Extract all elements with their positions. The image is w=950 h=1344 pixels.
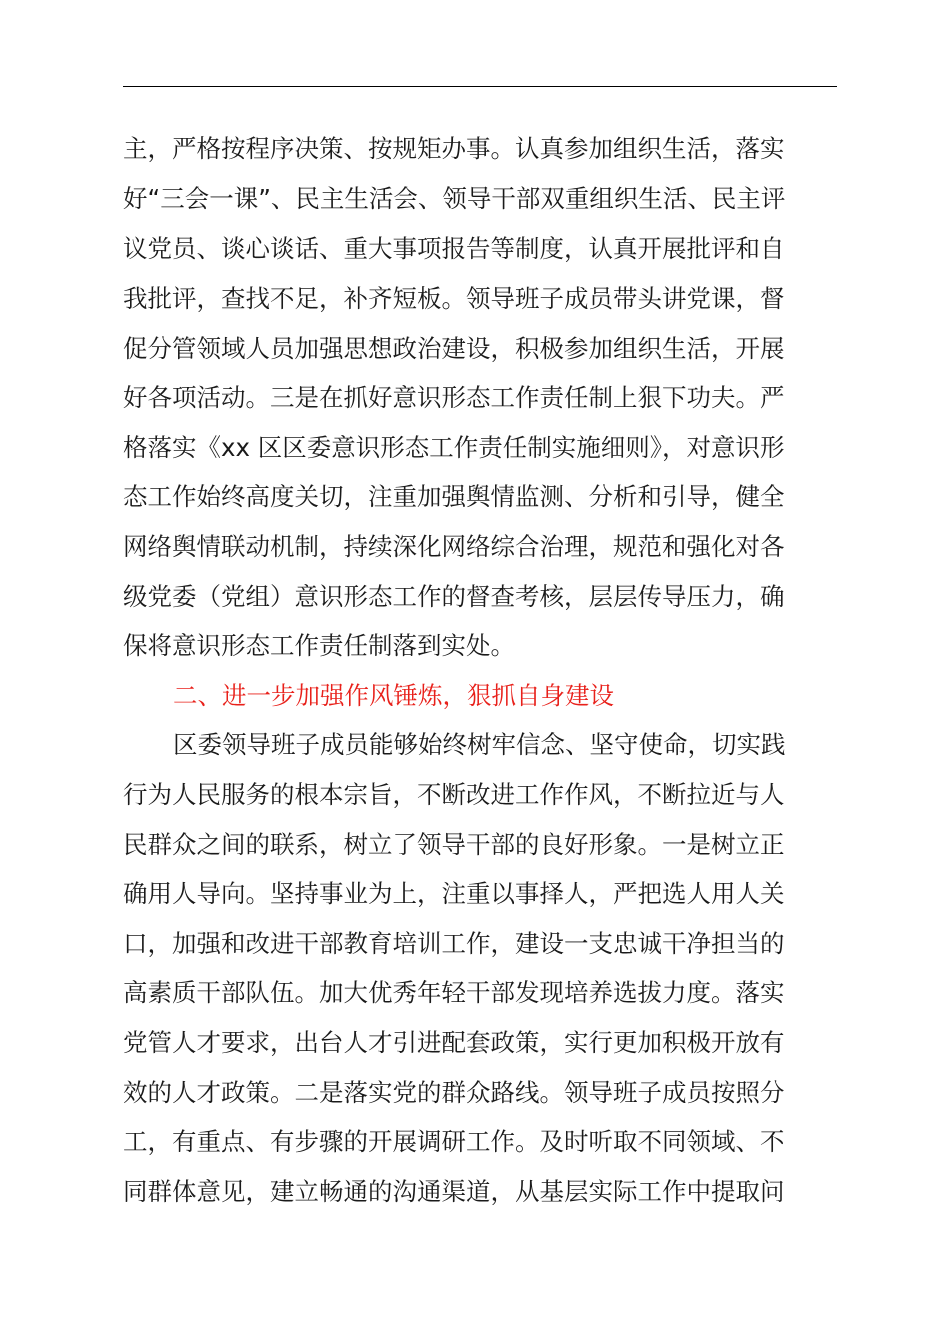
text-line: 好“三会一课”、民主生活会、领导干部双重组织生活、民主评 bbox=[123, 184, 786, 213]
text-line: 级党委（党组）意识形态工作的督查考核，层层传导压力，确 bbox=[123, 582, 785, 611]
text-line: 好各项活动。三是在抓好意识形态工作责任制上狠下功夫。严 bbox=[123, 383, 785, 412]
text-line: 党管人才要求，出台人才引进配套政策，实行更加积极开放有 bbox=[123, 1028, 785, 1057]
text-line: 保将意识形态工作责任制落到实处。 bbox=[123, 631, 515, 660]
text-line: 确用人导向。坚持事业为上，注重以事择人，严把选人用人关 bbox=[123, 879, 785, 908]
text-line: 口，加强和改进干部教育培训工作，建设一支忠诚干净担当的 bbox=[123, 929, 785, 958]
header-rule bbox=[123, 86, 837, 87]
text-line: 行为人民服务的根本宗旨，不断改进工作作风，不断拉近与人 bbox=[123, 780, 785, 809]
text-line: 议党员、谈心谈话、重大事项报告等制度，认真开展批评和自 bbox=[123, 234, 785, 263]
text-line: 同群体意见，建立畅通的沟通渠道，从基层实际工作中提取问 bbox=[123, 1177, 785, 1206]
text-line: 格落实《xx 区区委意识形态工作责任制实施细则》，对意识形 bbox=[123, 433, 785, 462]
text-line: 工，有重点、有步骤的开展调研工作。及时听取不同领域、不 bbox=[123, 1127, 785, 1156]
text-line: 民群众之间的联系，树立了领导干部的良好形象。一是树立正 bbox=[123, 830, 785, 859]
text-line: 促分管领域人员加强思想政治建设，积极参加组织生活，开展 bbox=[123, 334, 785, 363]
text-line: 网络舆情联动机制，持续深化网络综合治理，规范和强化对各 bbox=[123, 532, 785, 561]
text-line: 主，严格按程序决策、按规矩办事。认真参加组织生活，落实 bbox=[123, 134, 785, 163]
text-line: 高素质干部队伍。加大优秀年轻干部发现培养选拔力度。落实 bbox=[123, 978, 785, 1007]
text-line: 态工作始终高度关切，注重加强舆情监测、分析和引导，健全 bbox=[123, 482, 785, 511]
section-heading: 二、进一步加强作风锤炼，狠抓自身建设 bbox=[173, 681, 614, 710]
text-line: 效的人才政策。二是落实党的群众路线。领导班子成员按照分 bbox=[123, 1078, 785, 1107]
text-line: 区委领导班子成员能够始终树牢信念、坚守使命，切实践 bbox=[173, 730, 786, 759]
text-line: 我批评，查找不足，补齐短板。领导班子成员带头讲党课，督 bbox=[123, 284, 785, 313]
